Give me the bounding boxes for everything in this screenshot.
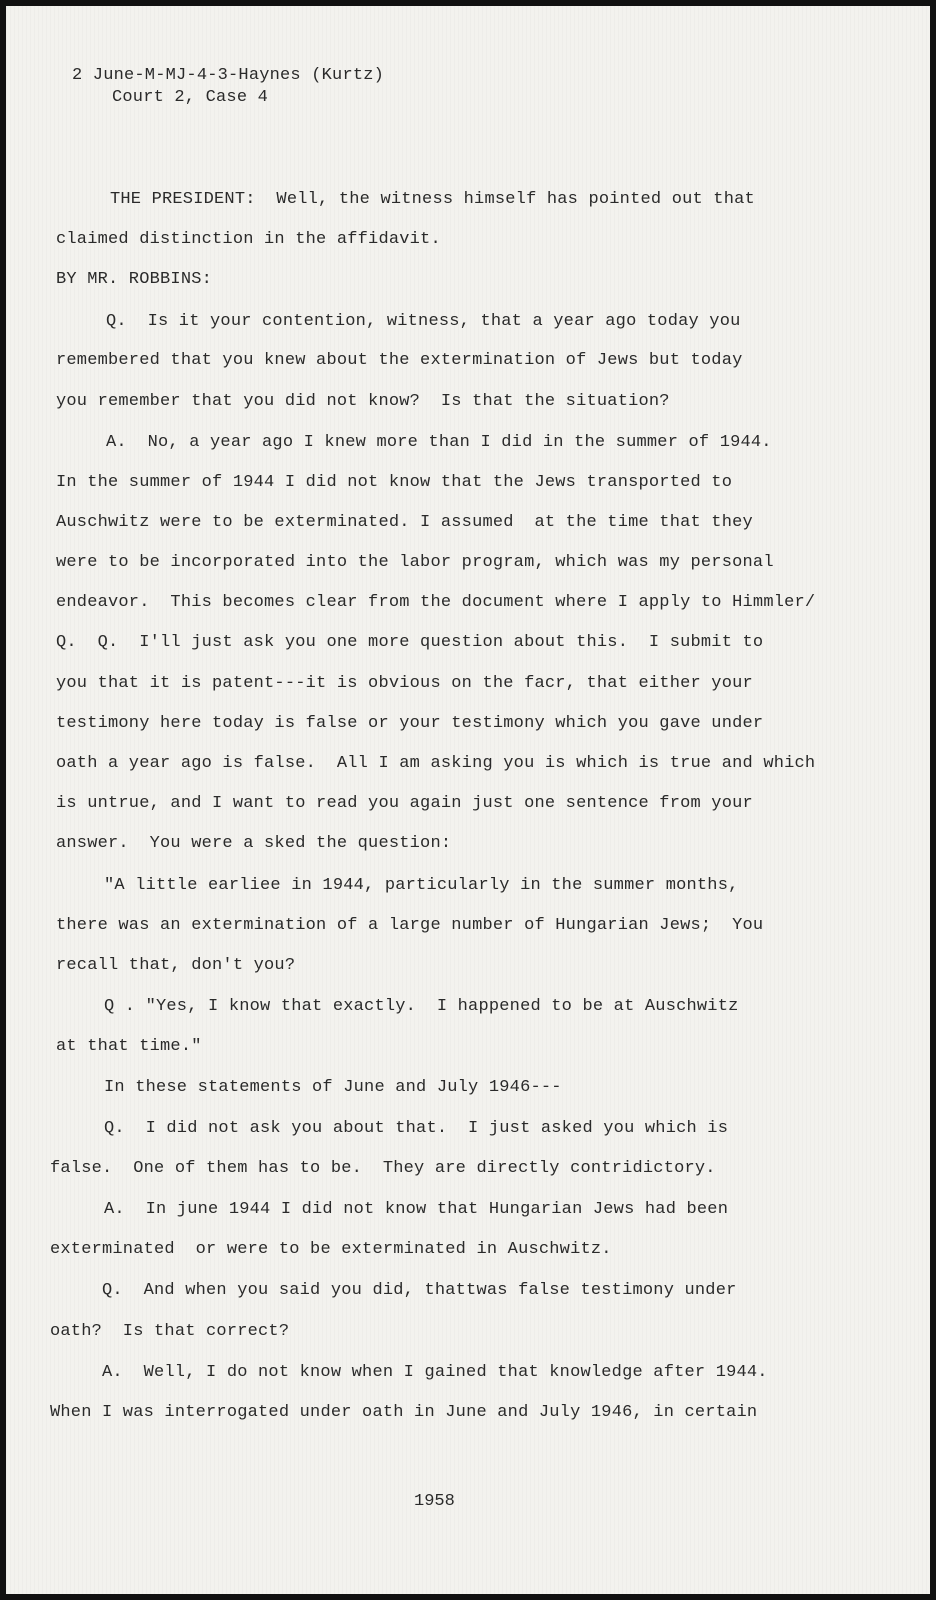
body-line: Auschwitz were to be exterminated. I assumed at the time that they <box>56 513 753 532</box>
body-line: remembered that you knew about the extermination of Jews but today <box>56 351 743 370</box>
body-line: Q. Q. I'll just ask you one more question about this. I submit to <box>56 633 764 652</box>
body-line: oath? Is that correct? <box>50 1322 290 1341</box>
body-line: is untrue, and I want to read you again just one sentence from your <box>56 794 753 813</box>
document-page <box>6 6 930 1594</box>
body-line: BY MR. ROBBINS: <box>56 270 213 289</box>
body-line: oath a year ago is false. All I am asking you is which is true and which <box>56 754 816 773</box>
body-line: Q. And when you said you did, thattwas false testimony under <box>102 1281 737 1300</box>
body-line: Q . "Yes, I know that exactly. I happened to be at Auschwitz <box>104 997 739 1016</box>
body-line: testimony here today is false or your testimony which you gave under <box>56 714 764 733</box>
body-line: you remember that you did not know? Is that the situation? <box>56 392 670 411</box>
header-line-2: Court 2, Case 4 <box>112 88 269 107</box>
header-line-1: 2 June-M-MJ-4-3-Haynes (Kurtz) <box>72 66 385 85</box>
body-line: at that time." <box>56 1037 202 1056</box>
body-line: In these statements of June and July 1946--- <box>104 1078 562 1097</box>
body-line: false. One of them has to be. They are directly contridictory. <box>50 1159 716 1178</box>
body-line: A. In june 1944 I did not know that Hungarian Jews had been <box>104 1200 729 1219</box>
body-line: In the summer of 1944 I did not know that the Jews transported to <box>56 473 733 492</box>
body-line: A. Well, I do not know when I gained that knowledge after 1944. <box>102 1363 768 1382</box>
body-line: answer. You were a sked the question: <box>56 834 452 853</box>
body-line: THE PRESIDENT: Well, the witness himself has pointed out that <box>110 190 755 209</box>
body-line: Q. Is it your contention, witness, that a year ago today you <box>106 312 741 331</box>
body-line: claimed distinction in the affidavit. <box>56 230 441 249</box>
body-line: were to be incorporated into the labor program, which was my personal <box>56 553 774 572</box>
body-line: recall that, don't you? <box>56 956 296 975</box>
body-line: endeavor. This becomes clear from the document where I apply to Himmler/ <box>56 593 816 612</box>
body-line: exterminated or were to be exterminated in Auschwitz. <box>50 1240 612 1259</box>
body-line: you that it is patent---it is obvious on the facr, that either your <box>56 674 753 693</box>
body-line: there was an extermination of a large number of Hungarian Jews; You <box>56 916 764 935</box>
page-number: 1958 <box>414 1492 455 1511</box>
body-line: A. No, a year ago I knew more than I did in the summer of 1944. <box>106 433 772 452</box>
body-line: "A little earliee in 1944, particularly in the summer months, <box>104 876 739 895</box>
body-line: Q. I did not ask you about that. I just asked you which is <box>104 1119 729 1138</box>
body-line: When I was interrogated under oath in June and July 1946, in certain <box>50 1403 758 1422</box>
